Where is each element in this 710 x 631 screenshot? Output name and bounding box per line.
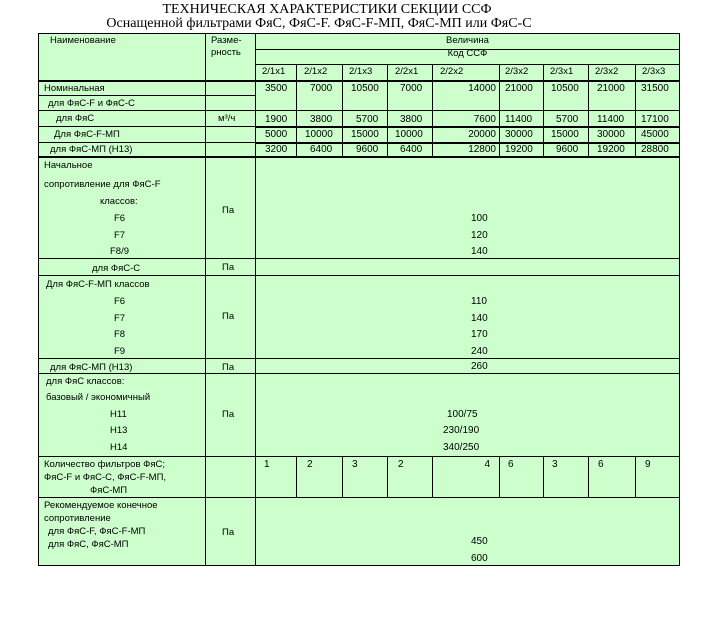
fyas-flow-value: 3800 [310, 114, 333, 125]
row-rule [38, 456, 680, 457]
row-label: для ФяС-С [92, 263, 141, 274]
count-value: 6 [508, 459, 514, 470]
code-header: 2/1х1 [262, 66, 286, 77]
resistance-value: 100 [471, 213, 488, 224]
count-value: 9 [645, 459, 651, 470]
col-rule [387, 456, 388, 498]
class-label: F7 [114, 313, 126, 324]
class-label: F9 [114, 346, 126, 357]
count-value: 6 [598, 459, 604, 470]
row-label: Для ФяС-F-МП [54, 129, 120, 140]
row-rule [38, 142, 255, 143]
col-rule [588, 64, 589, 157]
class-label: Н14 [110, 442, 128, 453]
row-label: Номинальная [44, 83, 105, 94]
final-value: 600 [471, 553, 488, 564]
code-header: 2/2х1 [395, 66, 419, 77]
fmp-flow-value: 45000 [641, 129, 669, 140]
fyas-flow-value: 5700 [356, 114, 379, 125]
nominal-value: 3500 [265, 83, 288, 94]
col-rule [543, 456, 544, 498]
row-rule [38, 373, 680, 374]
table-border-left [38, 33, 39, 566]
header-dim: рность [211, 47, 241, 58]
row-label: для ФяС-F, ФяС-F-МП [48, 526, 146, 537]
fmp-flow-value: 30000 [597, 129, 625, 140]
col-rule [635, 456, 636, 498]
mp-flow-value: 9600 [356, 144, 379, 155]
unit-label: Па [222, 262, 235, 273]
mp-flow-value: 12800 [468, 144, 496, 155]
unit-label: Па [222, 409, 235, 420]
code-header: 2/3х2 [505, 66, 529, 77]
fyas-flow-value: 1900 [265, 114, 288, 125]
unit-label: Па [222, 205, 235, 216]
class-label: F7 [114, 230, 126, 241]
mp-flow-value: 19200 [505, 144, 533, 155]
row-label: для ФяС [56, 113, 95, 124]
count-value: 1 [264, 459, 270, 470]
fmp-flow-value: 10000 [395, 129, 423, 140]
header-dim: Разме- [211, 35, 242, 46]
fmp-flow-value: 15000 [351, 129, 379, 140]
row-label: для ФяС-F и ФяС-С [48, 98, 135, 109]
class-label: F6 [114, 296, 126, 307]
row-label: для ФяС-МП (Н13) [50, 362, 133, 373]
row-rule [255, 110, 680, 111]
resistance-value: 100/75 [447, 409, 478, 420]
fmp-flow-value: 15000 [551, 129, 579, 140]
col-rule [387, 64, 388, 157]
row-rule [38, 358, 680, 359]
count-value: 3 [552, 459, 558, 470]
nominal-value: 21000 [505, 83, 533, 94]
nominal-value: 14000 [468, 83, 496, 94]
row-label: ФяС-F и ФяС-С, ФяС-F-МП, [44, 472, 167, 483]
header-rule [255, 64, 680, 65]
resistance-value: 140 [471, 313, 488, 324]
fyas-flow-value: 17100 [641, 114, 669, 125]
header-bottom-rule [38, 80, 680, 82]
header-code: Код ССФ [447, 48, 488, 59]
page-title: ТЕХНИЧЕСКАЯ ХАРАКТЕРИСТИКИ СЕКЦИИ ССФ [162, 2, 492, 17]
code-header: 2/2х2 [440, 66, 464, 77]
resistance-value: 140 [471, 246, 488, 257]
final-value: 450 [471, 536, 488, 547]
fyas-flow-value: 11400 [505, 114, 533, 125]
row-label: сопротивление для ФяС-F [44, 179, 161, 190]
col-rule [205, 33, 206, 566]
row-label: ФяС-МП [90, 485, 128, 496]
mp-flow-value: 28800 [641, 144, 669, 155]
mp-flow-value: 3200 [265, 144, 288, 155]
resistance-value: 110 [471, 296, 487, 307]
row-rule [38, 95, 255, 96]
col-rule [499, 456, 500, 498]
row-rule [38, 126, 255, 127]
fyas-flow-value: 5700 [556, 114, 579, 125]
class-label: F8 [114, 329, 126, 340]
resistance-value: 170 [471, 329, 488, 340]
row-label: базовый / экономичный [46, 392, 151, 403]
row-rule [38, 258, 680, 259]
nominal-value: 21000 [597, 83, 625, 94]
code-header: 2/1х2 [304, 66, 328, 77]
mp-flow-value: 9600 [556, 144, 579, 155]
mp-flow-value: 6400 [400, 144, 423, 155]
resistance-value: 240 [471, 346, 488, 357]
header-name: Наименование [50, 35, 116, 46]
row-rule [255, 126, 680, 128]
count-value: 2 [307, 459, 313, 470]
fmp-flow-value: 30000 [505, 129, 533, 140]
nominal-value: 7000 [310, 83, 333, 94]
class-label: F8/9 [110, 246, 130, 257]
resistance-value: 260 [471, 361, 488, 372]
mp-flow-value: 6400 [310, 144, 333, 155]
col-rule [588, 456, 589, 498]
row-rule [38, 275, 680, 276]
unit-label: Па [222, 311, 235, 322]
nominal-value: 10500 [551, 83, 579, 94]
col-rule [296, 64, 297, 157]
code-header: 2/1х3 [349, 66, 373, 77]
count-value: 4 [484, 459, 490, 470]
row-rule [38, 156, 680, 158]
fmp-flow-value: 5000 [265, 129, 288, 140]
spec-table [38, 33, 680, 566]
col-rule [255, 33, 256, 566]
fmp-flow-value: 20000 [468, 129, 496, 140]
col-rule [499, 64, 500, 157]
mp-flow-value: 19200 [597, 144, 625, 155]
table-border-right [679, 33, 680, 566]
count-value: 2 [398, 459, 404, 470]
page-subtitle: Оснащенной фильтрами ФяС, ФяС-F. ФяС-F-МП, ФяС-МП или ФяС-С [106, 16, 532, 31]
resistance-value: 230/190 [443, 425, 480, 436]
col-rule [543, 64, 544, 157]
fmp-flow-value: 10000 [305, 129, 333, 140]
unit-label: Па [222, 362, 235, 373]
row-rule [38, 110, 255, 111]
code-header: 2/3х2 [595, 66, 619, 77]
class-label: F6 [114, 213, 126, 224]
fyas-flow-value: 11400 [597, 114, 625, 125]
row-label: для ФяС-МП (Н13) [50, 144, 133, 155]
code-header: 2/3х1 [550, 66, 574, 77]
row-label: сопротивление [44, 513, 111, 524]
count-value: 3 [352, 459, 358, 470]
table-border-bottom [38, 565, 680, 566]
col-rule [296, 456, 297, 498]
flow-unit: м³/ч [218, 113, 236, 124]
row-label: классов: [100, 196, 138, 207]
code-header: 2/3х3 [642, 66, 666, 77]
row-label: Для ФяС-F-МП классов [46, 279, 150, 290]
resistance-value: 340/250 [443, 442, 480, 453]
row-label: Рекомендуемое конечное [44, 500, 158, 511]
nominal-value: 7000 [400, 83, 423, 94]
header-value: Величина [446, 35, 489, 46]
class-label: Н13 [110, 425, 128, 436]
resistance-value: 120 [471, 230, 488, 241]
table-border-top [38, 33, 680, 34]
col-rule [342, 64, 343, 157]
col-rule [635, 64, 636, 157]
row-label: для ФяС классов: [46, 376, 125, 387]
col-rule [342, 456, 343, 498]
fyas-flow-value: 3800 [400, 114, 423, 125]
row-label: Количество фильтров ФяС; [44, 459, 165, 470]
fyas-flow-value: 7600 [473, 114, 496, 125]
row-label: Начальное [44, 160, 93, 171]
nominal-value: 31500 [641, 83, 669, 94]
unit-label: Па [222, 527, 235, 538]
row-label: для ФяС, ФяС-МП [48, 539, 129, 550]
nominal-value: 10500 [351, 83, 379, 94]
row-rule [38, 497, 680, 498]
class-label: Н11 [110, 409, 127, 420]
